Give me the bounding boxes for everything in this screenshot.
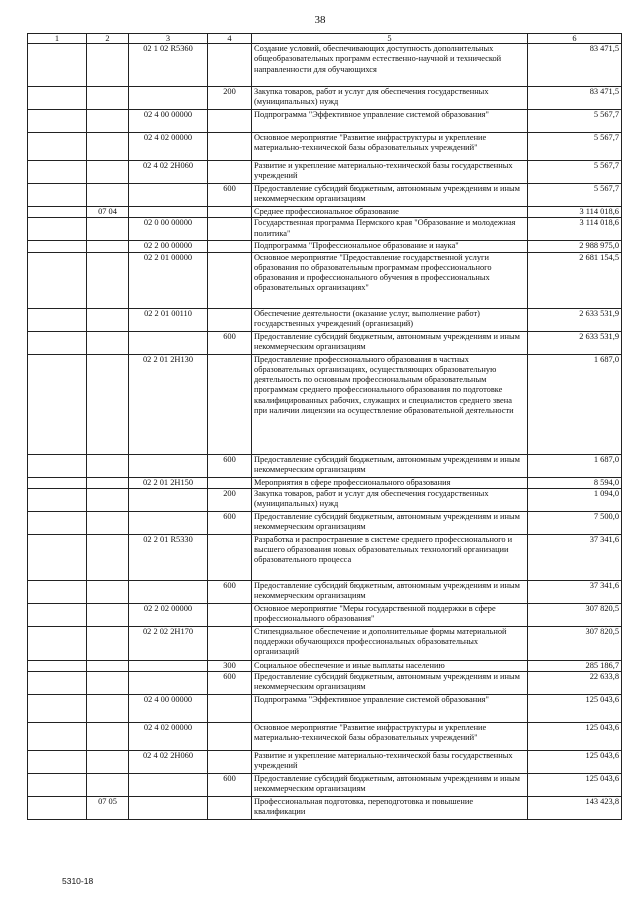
code-cell: 02 2 01 00000	[129, 252, 208, 308]
table-row	[28, 184, 622, 207]
description-cell: Закупка товаров, работ и услуг для обеспечения государственных (муниципальных) нужд	[252, 488, 528, 511]
amount-cell: 143 423,8	[528, 797, 622, 820]
expense-type-cell	[208, 723, 252, 751]
amount-cell: 2 681 154,5	[528, 252, 622, 308]
table-row	[28, 751, 622, 774]
expense-type-cell	[208, 207, 252, 218]
table-row	[28, 331, 622, 354]
section-cell	[87, 161, 129, 184]
empty-cell	[28, 751, 87, 774]
table-row	[28, 133, 622, 161]
table-row	[28, 354, 622, 454]
expense-type-cell	[208, 161, 252, 184]
section-cell	[87, 534, 129, 580]
expense-type-cell	[208, 626, 252, 660]
table-row	[28, 603, 622, 626]
section-cell	[87, 660, 129, 671]
amount-cell: 2 988 975,0	[528, 241, 622, 252]
amount-cell: 125 043,6	[528, 723, 622, 751]
code-cell	[129, 454, 208, 477]
expense-type-cell: 200	[208, 87, 252, 110]
table-row	[28, 252, 622, 308]
description-cell: Мероприятия в сфере профессионального образования	[252, 477, 528, 488]
section-cell	[87, 331, 129, 354]
code-cell	[129, 797, 208, 820]
amount-cell: 3 114 018,6	[528, 218, 622, 241]
code-cell: 02 4 02 00000	[129, 133, 208, 161]
page-number: 38	[314, 14, 326, 26]
expense-type-cell	[208, 534, 252, 580]
budget-table	[27, 33, 622, 820]
empty-cell	[28, 110, 87, 133]
empty-cell	[28, 184, 87, 207]
empty-cell	[28, 511, 87, 534]
section-cell	[87, 723, 129, 751]
code-cell	[129, 184, 208, 207]
column-header-4: 4	[208, 34, 252, 44]
expense-type-cell	[208, 133, 252, 161]
section-cell: 07 04	[87, 207, 129, 218]
amount-cell: 307 820,5	[528, 626, 622, 660]
section-cell	[87, 603, 129, 626]
table-row	[28, 308, 622, 331]
code-cell: 02 4 02 00000	[129, 723, 208, 751]
amount-cell: 83 471,5	[528, 44, 622, 87]
section-cell	[87, 252, 129, 308]
expense-type-cell	[208, 110, 252, 133]
table-row	[28, 87, 622, 110]
empty-cell	[28, 133, 87, 161]
description-cell: Предоставление субсидий бюджетным, автономным учреждениям и иным некоммерческим организациям	[252, 454, 528, 477]
section-cell: 07 05	[87, 797, 129, 820]
amount-cell: 5 567,7	[528, 133, 622, 161]
description-cell: Разработка и распространение в системе среднего профессионального и высшего образования новых образовательных технологий организации образовательного процесса	[252, 534, 528, 580]
expense-type-cell	[208, 308, 252, 331]
code-cell	[129, 580, 208, 603]
empty-cell	[28, 87, 87, 110]
code-cell: 02 0 00 00000	[129, 218, 208, 241]
empty-cell	[28, 241, 87, 252]
expense-type-cell	[208, 797, 252, 820]
empty-cell	[28, 488, 87, 511]
description-cell: Предоставление профессионального образования в частных образовательных организациях, осуществляющих образовательную деятельность по основным профессиональным образовательным программам среднего профессионального образования по подготовке квалифицированных рабочих, служащих и специалистов среднего звена при наличии лицензии на осуществление образовательной деятельности	[252, 354, 528, 454]
description-cell: Основное мероприятие "Предоставление государственной услуги образования по образовательным программам профессионального образования и профессионального обучения в профессиональных образовательных организациях"	[252, 252, 528, 308]
code-cell: 02 2 01 R5330	[129, 534, 208, 580]
amount-cell: 125 043,6	[528, 695, 622, 723]
amount-cell: 37 341,6	[528, 534, 622, 580]
amount-cell: 8 594,0	[528, 477, 622, 488]
expense-type-cell	[208, 603, 252, 626]
section-cell	[87, 580, 129, 603]
description-cell: Подпрограмма "Профессиональное образование и наука"	[252, 241, 528, 252]
description-cell: Развитие и укрепление материально-технической базы государственных учреждений	[252, 161, 528, 184]
section-cell	[87, 695, 129, 723]
code-cell	[129, 488, 208, 511]
amount-cell: 3 114 018,6	[528, 207, 622, 218]
table-row	[28, 723, 622, 751]
code-cell: 02 2 01 00110	[129, 308, 208, 331]
table-row	[28, 477, 622, 488]
section-cell	[87, 354, 129, 454]
section-cell	[87, 218, 129, 241]
section-cell	[87, 751, 129, 774]
section-cell	[87, 44, 129, 87]
table-header	[28, 34, 622, 44]
expense-type-cell: 600	[208, 331, 252, 354]
code-cell: 02 2 01 2Н150	[129, 477, 208, 488]
section-cell	[87, 774, 129, 797]
description-cell: Создание условий, обеспечивающих доступность дополнительных общеобразовательных программ естественно-научной и технической направленности для обучающихся	[252, 44, 528, 87]
empty-cell	[28, 308, 87, 331]
empty-cell	[28, 723, 87, 751]
column-header-1: 1	[28, 34, 87, 44]
expense-type-cell	[208, 477, 252, 488]
table-row	[28, 660, 622, 671]
section-cell	[87, 626, 129, 660]
expense-type-cell: 600	[208, 454, 252, 477]
header-row	[28, 34, 622, 44]
empty-cell	[28, 218, 87, 241]
empty-cell	[28, 477, 87, 488]
table-row	[28, 511, 622, 534]
code-cell: 02 2 02 2Н170	[129, 626, 208, 660]
description-cell: Обеспечение деятельности (оказание услуг, выполнение работ) государственных учреждений (организаций)	[252, 308, 528, 331]
empty-cell	[28, 331, 87, 354]
empty-cell	[28, 603, 87, 626]
section-cell	[87, 454, 129, 477]
section-cell	[87, 184, 129, 207]
description-cell: Профессиональная подготовка, переподготовка и повышение квалификации	[252, 797, 528, 820]
amount-cell: 285 186,7	[528, 660, 622, 671]
section-cell	[87, 87, 129, 110]
section-cell	[87, 477, 129, 488]
expense-type-cell: 600	[208, 774, 252, 797]
expense-type-cell	[208, 241, 252, 252]
amount-cell: 5 567,7	[528, 184, 622, 207]
code-cell: 02 1 02 R5360	[129, 44, 208, 87]
description-cell: Предоставление субсидий бюджетным, автономным учреждениям и иным некоммерческим организациям	[252, 580, 528, 603]
empty-cell	[28, 695, 87, 723]
table-row	[28, 161, 622, 184]
description-cell: Подпрограмма "Эффективное управление системой образования"	[252, 695, 528, 723]
section-cell	[87, 308, 129, 331]
amount-cell: 1 094,0	[528, 488, 622, 511]
description-cell: Основное мероприятие "Развитие инфраструктуры и укрепление материально-технической базы образовательных учреждений"	[252, 723, 528, 751]
table-row	[28, 695, 622, 723]
amount-cell: 2 633 531,9	[528, 308, 622, 331]
description-cell: Предоставление субсидий бюджетным, автономным учреждениям и иным некоммерческим организациям	[252, 511, 528, 534]
expense-type-cell	[208, 751, 252, 774]
description-cell: Основное мероприятие "Меры государственной поддержки в сфере профессионального образования"	[252, 603, 528, 626]
empty-cell	[28, 44, 87, 87]
amount-cell: 2 633 531,9	[528, 331, 622, 354]
empty-cell	[28, 252, 87, 308]
description-cell: Государственная программа Пермского края "Образование и молодежная политика"	[252, 218, 528, 241]
amount-cell: 125 043,6	[528, 751, 622, 774]
column-header-6: 6	[528, 34, 622, 44]
table-row	[28, 207, 622, 218]
amount-cell: 5 567,7	[528, 110, 622, 133]
description-cell: Развитие и укрепление материально-технической базы государственных учреждений	[252, 751, 528, 774]
section-cell	[87, 241, 129, 252]
code-cell	[129, 774, 208, 797]
table-row	[28, 774, 622, 797]
code-cell	[129, 207, 208, 218]
expense-type-cell	[208, 252, 252, 308]
code-cell	[129, 87, 208, 110]
empty-cell	[28, 454, 87, 477]
amount-cell: 5 567,7	[528, 161, 622, 184]
description-cell: Социальное обеспечение и иные выплаты населению	[252, 660, 528, 671]
section-cell	[87, 488, 129, 511]
description-cell: Предоставление субсидий бюджетным, автономным учреждениям и иным некоммерческим организациям	[252, 331, 528, 354]
expense-type-cell: 600	[208, 184, 252, 207]
table-row	[28, 534, 622, 580]
section-cell	[87, 672, 129, 695]
amount-cell: 22 633,8	[528, 672, 622, 695]
description-cell: Предоставление субсидий бюджетным, автономным учреждениям и иным некоммерческим организациям	[252, 672, 528, 695]
expense-type-cell: 200	[208, 488, 252, 511]
column-header-3: 3	[129, 34, 208, 44]
table-body	[28, 44, 622, 820]
amount-cell: 1 687,0	[528, 454, 622, 477]
code-cell: 02 4 00 00000	[129, 110, 208, 133]
footer-code: 5310-18	[62, 876, 94, 886]
column-header-5: 5	[252, 34, 528, 44]
description-cell: Подпрограмма "Эффективное управление системой образования"	[252, 110, 528, 133]
description-cell: Среднее профессиональное образование	[252, 207, 528, 218]
description-cell: Предоставление субсидий бюджетным, автономным учреждениям и иным некоммерческим организациям	[252, 774, 528, 797]
empty-cell	[28, 207, 87, 218]
empty-cell	[28, 626, 87, 660]
table-row	[28, 110, 622, 133]
expense-type-cell: 600	[208, 511, 252, 534]
table-row	[28, 488, 622, 511]
expense-type-cell: 300	[208, 660, 252, 671]
code-cell: 02 4 02 2Н060	[129, 751, 208, 774]
amount-cell: 83 471,5	[528, 87, 622, 110]
code-cell	[129, 331, 208, 354]
section-cell	[87, 511, 129, 534]
code-cell: 02 4 02 2Н060	[129, 161, 208, 184]
empty-cell	[28, 797, 87, 820]
table-row	[28, 454, 622, 477]
code-cell: 02 2 00 00000	[129, 241, 208, 252]
expense-type-cell	[208, 695, 252, 723]
code-cell: 02 4 00 00000	[129, 695, 208, 723]
column-header-2: 2	[87, 34, 129, 44]
empty-cell	[28, 354, 87, 454]
amount-cell: 7 500,0	[528, 511, 622, 534]
section-cell	[87, 110, 129, 133]
code-cell	[129, 672, 208, 695]
amount-cell: 307 820,5	[528, 603, 622, 626]
amount-cell: 1 687,0	[528, 354, 622, 454]
expense-type-cell	[208, 44, 252, 87]
code-cell	[129, 660, 208, 671]
empty-cell	[28, 672, 87, 695]
empty-cell	[28, 774, 87, 797]
code-cell: 02 2 02 00000	[129, 603, 208, 626]
description-cell: Предоставление субсидий бюджетным, автономным учреждениям и иным некоммерческим организациям	[252, 184, 528, 207]
table-row	[28, 580, 622, 603]
table-row	[28, 626, 622, 660]
code-cell	[129, 511, 208, 534]
table-row	[28, 672, 622, 695]
code-cell: 02 2 01 2Н130	[129, 354, 208, 454]
expense-type-cell: 600	[208, 672, 252, 695]
description-cell: Основное мероприятие "Развитие инфраструктуры и укрепление материально-технической базы образовательных учреждений"	[252, 133, 528, 161]
expense-type-cell	[208, 218, 252, 241]
empty-cell	[28, 580, 87, 603]
description-cell: Стипендиальное обеспечение и дополнительные формы материальной поддержки обучающихся профессиональных образовательных организаций	[252, 626, 528, 660]
amount-cell: 37 341,6	[528, 580, 622, 603]
empty-cell	[28, 660, 87, 671]
table-row	[28, 44, 622, 87]
section-cell	[87, 133, 129, 161]
description-cell: Закупка товаров, работ и услуг для обеспечения государственных (муниципальных) нужд	[252, 87, 528, 110]
empty-cell	[28, 534, 87, 580]
table-row	[28, 218, 622, 241]
expense-type-cell	[208, 354, 252, 454]
table-row	[28, 241, 622, 252]
empty-cell	[28, 161, 87, 184]
amount-cell: 125 043,6	[528, 774, 622, 797]
expense-type-cell: 600	[208, 580, 252, 603]
table-row	[28, 797, 622, 820]
